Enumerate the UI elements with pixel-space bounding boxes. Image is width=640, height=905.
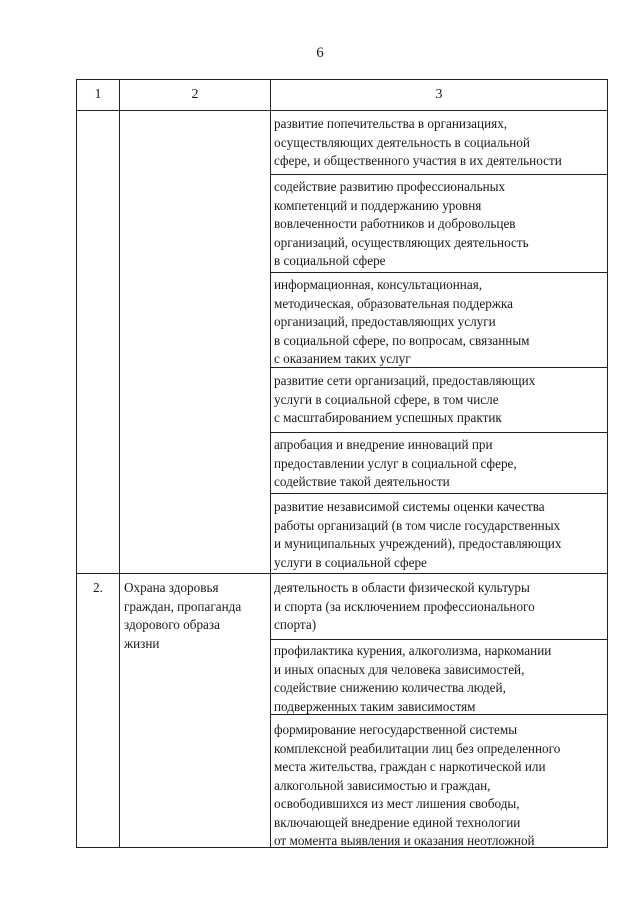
row-2-item-2: профилактика курения, алкоголизма, наркомании и иных опасных для человека зависимостей, содействие снижению количества людей, подверженных таким зависимостям (274, 643, 552, 714)
header-col-3: 3 (435, 87, 443, 102)
item-divider (271, 493, 607, 494)
row-divider (77, 573, 607, 574)
item-divider (271, 639, 607, 640)
row-1-item-4: развитие сети организаций, предоставляющих услуги в социальной сфере, в том числе с масштабированием успешных практик (274, 373, 536, 425)
item-divider (271, 714, 607, 715)
row-1-item-6: развитие независимой системы оценки качества работы организаций (в том числе государственных и муниципальных учреждений), предоставляющих услуги в социальной сфере (274, 499, 562, 570)
header-col-2: 2 (191, 87, 199, 102)
header-divider (77, 110, 607, 111)
row-1-item-5: апробация и внедрение инноваций при предоставлении услуг в социальной сфере, содействие такой деятельности (274, 437, 517, 489)
header-col-1: 1 (94, 87, 102, 102)
row-2-item-1: деятельность в области физической культуры и спорта (за исключением профессионального спорта) (274, 580, 535, 632)
row-1-item-3: информационная, консультационная, методическая, образовательная поддержка организаций, предоставляющих услуги в социальной сфере, по вопросам, связанным с оказанием таких услуг (274, 277, 530, 366)
col-divider-2 (270, 80, 271, 847)
row-1-item-2: содействие развитию профессиональных компетенций и поддержанию уровня вовлеченности работников и добровольцев организаций, осуществляющих деятельность в социальной сфере (274, 179, 529, 268)
item-divider (271, 174, 607, 175)
row-2-title: Охрана здоровья граждан, пропаганда здорового образа жизни (124, 580, 242, 651)
row-2-number: 2. (93, 580, 103, 595)
row-2-item-3: формирование негосударственной системы комплексной реабилитации лиц без определенного места жительства, граждан с наркотической или алкогольной зависимостью и граждан, освободившихся из мест лишения свободы, включающей внедрение единой технологии от момента выявления и оказания неотложной (274, 722, 561, 848)
item-divider (271, 272, 607, 273)
item-divider (271, 367, 607, 368)
item-divider (271, 432, 607, 433)
row-1-item-1: развитие попечительства в организациях, осуществляющих деятельность в социальной сфере, и общественного участия в их деятельности (274, 116, 562, 168)
page-number: 6 (316, 45, 324, 61)
col-divider-1 (119, 80, 120, 847)
activities-table (76, 79, 608, 848)
